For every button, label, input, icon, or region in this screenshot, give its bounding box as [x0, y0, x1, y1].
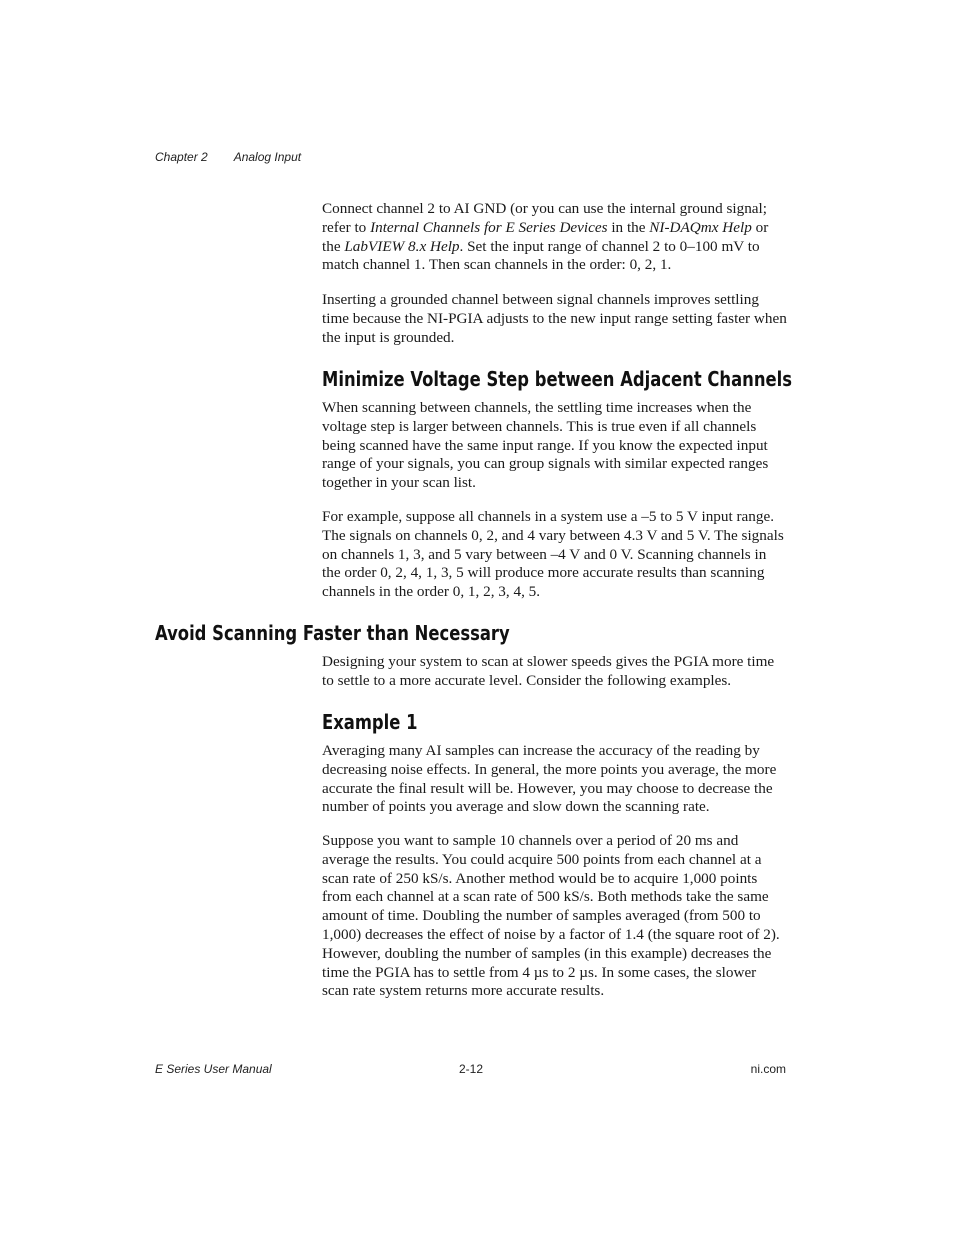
intro-paragraph-1	[322, 200, 787, 275]
example1-paragraph-2	[322, 832, 787, 1001]
heading-minimize-voltage-step: Minimize Voltage Step between Adjacent Channels	[322, 367, 793, 391]
minimize-paragraph-2	[322, 508, 787, 602]
text-run: in the	[607, 218, 650, 236]
paragraph-text: Designing your system to scan at slower speeds gives the PGIA more time to settle to a more accurate level. Consider the following examples.	[322, 653, 775, 689]
section-label: Analog Input	[233, 150, 302, 164]
running-header	[155, 150, 301, 164]
intro-paragraph-2	[322, 291, 787, 347]
minimize-paragraph-1	[322, 399, 787, 493]
example1-paragraph-1	[322, 742, 787, 817]
chapter-label: Chapter 2	[155, 150, 208, 164]
footer-manual-title: E Series User Manual	[155, 1062, 272, 1076]
text-run: or the	[322, 218, 769, 255]
paragraph-text: Suppose you want to sample 10 channels over a period of 20 ms and average the results. You could acquire 500 points from each channel at a scan rate of 250 kS/s. Another method would be to acquire 1,000 points from each channel at a scan rate of 500 kS/s. Both methods take the same amount of time. Doubling the number of samples averaged (from 500 to 1,000) decreases the effect of noise by a factor of 1.4 (the square root of 2). However, doubling the number of samples (in this example) decreases the time the PGIA has to settle from 4 µs to 2 µs. In some cases, the slower scan rate system returns more accurate results.	[322, 832, 780, 1000]
heading-avoid-scanning: Avoid Scanning Faster than Necessary	[155, 621, 510, 645]
doc-reference-daqmx-help: NI-DAQmx Help	[649, 218, 752, 236]
doc-reference-internal-channels: Internal Channels for E Series Devices	[370, 218, 608, 236]
heading-example-1: Example 1	[322, 710, 418, 734]
paragraph-text: When scanning between channels, the settling time increases when the voltage step is larger between channels. This is true even if all channels being scanned have the same input range. If you know the expected input range of your signals, you can group signals with similar expected ranges together in your scan list.	[322, 399, 769, 492]
text-run: . Set the input range of channel 2 to 0–100 mV to match channel 1. Then scan channels in the order: 0, 2, 1.	[322, 237, 760, 274]
text-run: Connect channel 2 to AI GND (or you can use the internal ground signal; refer to	[322, 200, 767, 236]
paragraph-text: Averaging many AI samples can increase the accuracy of the reading by decreasing noise effects. In general, the more points you average, the more accurate the final result will be. However, you may choose to decrease the number of points you average and slow down the scanning rate.	[322, 742, 777, 816]
footer-website: ni.com	[750, 1062, 786, 1076]
footer-page-number: 2-12	[459, 1062, 484, 1076]
paragraph-text: For example, suppose all channels in a system use a –5 to 5 V input range. The signals on channels 0, 2, and 4 vary between 4.3 V and 5 V. The signals on channels 1, 3, and 5 vary between –4 V and 0 V. Scanning channels in the order 0, 2, 4, 1, 3, 5 will produce more accurate results than scanning channels in the order 0, 1, 2, 3, 4, 5.	[322, 508, 784, 601]
doc-reference-labview-help: LabVIEW 8.x Help	[344, 237, 460, 255]
paragraph-text: Inserting a grounded channel between signal channels improves settling time because the NI-PGIA adjusts to the new input range setting faster when the input is grounded.	[322, 291, 787, 346]
avoid-paragraph-1	[322, 653, 787, 691]
